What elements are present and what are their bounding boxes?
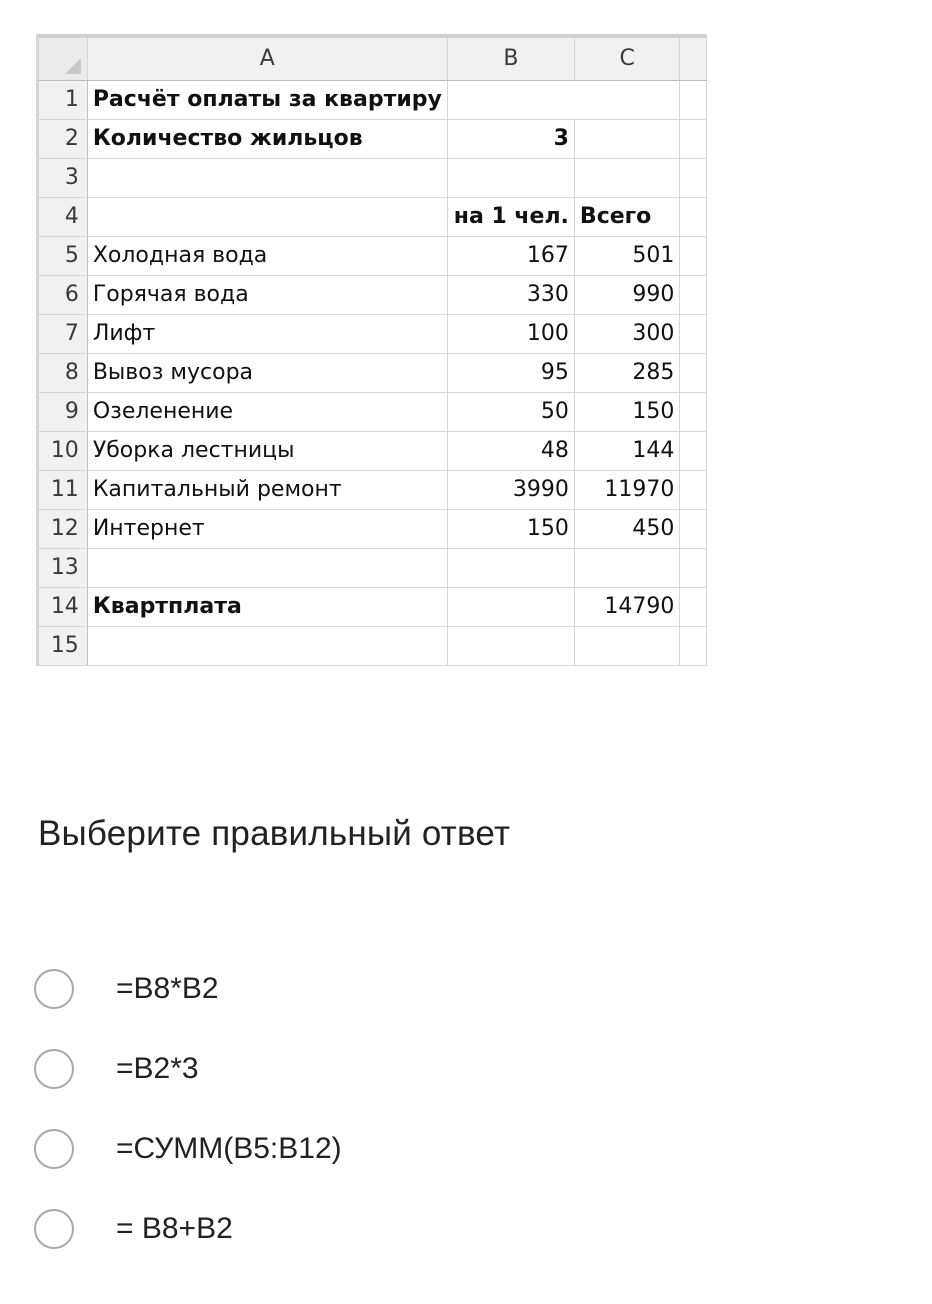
cell-a	[87, 626, 447, 665]
radio-button[interactable]	[34, 1209, 74, 1249]
cell-c	[574, 626, 679, 665]
answer-option-label: =B2*3	[116, 1052, 199, 1085]
sheet-row	[39, 626, 707, 665]
row-number: 7	[39, 314, 87, 353]
radio-button[interactable]	[34, 1049, 74, 1089]
sheet-row	[39, 275, 707, 314]
radio-button[interactable]	[34, 969, 74, 1009]
cell-c: 150	[574, 392, 679, 431]
column-header-row	[39, 36, 707, 80]
answer-option[interactable]	[34, 1046, 894, 1092]
cell-d	[680, 158, 707, 197]
cell-c: 990	[574, 275, 679, 314]
answer-option[interactable]	[34, 1206, 894, 1252]
cell-a: Интернет	[87, 509, 447, 548]
cell-d	[680, 314, 707, 353]
cell-d	[680, 80, 707, 119]
spreadsheet-grid	[39, 34, 707, 666]
cell-c: Всего	[574, 197, 679, 236]
answer-option-label: = B8+B2	[116, 1212, 233, 1245]
cell-a: Количество жильцов	[87, 119, 447, 158]
sheet-row	[39, 158, 707, 197]
row-number: 5	[39, 236, 87, 275]
row-number: 1	[39, 80, 87, 119]
cell-c: 450	[574, 509, 679, 548]
cell-d	[680, 236, 707, 275]
row-number: 13	[39, 548, 87, 587]
sheet-row	[39, 587, 707, 626]
cell-b: 3	[447, 119, 574, 158]
cell-d	[680, 587, 707, 626]
row-number: 4	[39, 197, 87, 236]
cell-c: 144	[574, 431, 679, 470]
cell-b: 3990	[447, 470, 574, 509]
cell-a: Холодная вода	[87, 236, 447, 275]
row-number: 12	[39, 509, 87, 548]
row-number: 2	[39, 119, 87, 158]
column-header-b: B	[447, 36, 574, 80]
cell-b	[447, 587, 574, 626]
cell-d	[680, 353, 707, 392]
spreadsheet-body	[39, 80, 707, 665]
question-prompt: Выберите правильный ответ	[38, 814, 511, 853]
cell-b	[447, 158, 574, 197]
spreadsheet-screenshot	[36, 34, 707, 666]
sheet-row	[39, 431, 707, 470]
row-number: 14	[39, 587, 87, 626]
cell-b	[447, 80, 574, 119]
cell-a	[87, 80, 447, 119]
cell-c: 14790	[574, 587, 679, 626]
cell-d	[680, 197, 707, 236]
cell-b	[447, 548, 574, 587]
cell-b: на 1 чел.	[447, 197, 574, 236]
column-header-a: A	[87, 36, 447, 80]
cell-a: Озеленение	[87, 392, 447, 431]
cell-b	[447, 626, 574, 665]
sheet-row	[39, 353, 707, 392]
sheet-row	[39, 470, 707, 509]
answer-option[interactable]	[34, 966, 894, 1012]
radio-button[interactable]	[34, 1129, 74, 1169]
sheet-row	[39, 236, 707, 275]
sheet-row	[39, 548, 707, 587]
row-number: 8	[39, 353, 87, 392]
cell-b: 150	[447, 509, 574, 548]
cell-c	[574, 80, 679, 119]
sheet-row	[39, 314, 707, 353]
cell-c: 300	[574, 314, 679, 353]
cell-a: Уборка лестницы	[87, 431, 447, 470]
cell-a	[87, 197, 447, 236]
cell-d	[680, 470, 707, 509]
select-all-triangle-icon	[65, 58, 81, 74]
cell-a	[87, 548, 447, 587]
cell-c: 285	[574, 353, 679, 392]
cell-c: 501	[574, 236, 679, 275]
answer-option-label: =B8*B2	[116, 972, 219, 1005]
answer-option[interactable]	[34, 1126, 894, 1172]
sheet-row	[39, 509, 707, 548]
cell-a: Горячая вода	[87, 275, 447, 314]
answer-option-label: =СУММ(B5:B12)	[116, 1132, 342, 1165]
cell-d	[680, 548, 707, 587]
sheet-row	[39, 392, 707, 431]
row-number: 3	[39, 158, 87, 197]
column-header-c: C	[574, 36, 679, 80]
cell-d	[680, 626, 707, 665]
cell-d	[680, 431, 707, 470]
sheet-row	[39, 197, 707, 236]
cell-b: 95	[447, 353, 574, 392]
row-number: 6	[39, 275, 87, 314]
sheet-row	[39, 119, 707, 158]
cell-b: 330	[447, 275, 574, 314]
cell-c	[574, 548, 679, 587]
cell-d	[680, 119, 707, 158]
cell-a: Капитальный ремонт	[87, 470, 447, 509]
row-number: 9	[39, 392, 87, 431]
cell-b: 100	[447, 314, 574, 353]
cell-b: 48	[447, 431, 574, 470]
cell-a: Лифт	[87, 314, 447, 353]
sheet-title: Расчёт оплаты за квартиру	[92, 87, 442, 112]
row-number: 15	[39, 626, 87, 665]
cell-b: 50	[447, 392, 574, 431]
cell-c	[574, 119, 679, 158]
cell-c	[574, 158, 679, 197]
cell-d	[680, 509, 707, 548]
row-number: 10	[39, 431, 87, 470]
cell-a: Квартплата	[87, 587, 447, 626]
column-header-d	[680, 36, 707, 80]
cell-c: 11970	[574, 470, 679, 509]
sheet-row	[39, 80, 707, 119]
cell-b: 167	[447, 236, 574, 275]
cell-d	[680, 275, 707, 314]
row-number: 11	[39, 470, 87, 509]
cell-d	[680, 392, 707, 431]
select-all-corner	[39, 36, 87, 80]
answer-options	[34, 966, 894, 1286]
cell-a: Вывоз мусора	[87, 353, 447, 392]
cell-a	[87, 158, 447, 197]
